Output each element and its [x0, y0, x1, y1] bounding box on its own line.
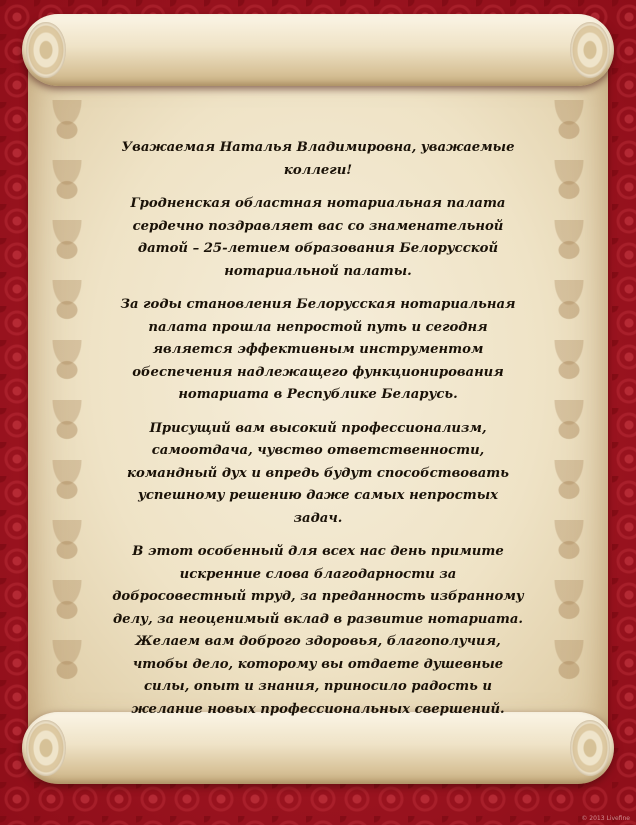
letter-body [112, 137, 524, 732]
letter-paragraph: За годы становления Белорусская нотариальная палата прошла непростой путь и сегодня является эффективным инструментом обеспечения надлежащего функционирования нотариата в Республике Беларусь. [120, 297, 516, 402]
scroll-top-roll [22, 14, 614, 86]
letter-greeting: Уважаемая Наталья Владимировна, уважаемые коллеги! [121, 140, 515, 178]
letter-paragraph: В этот особенный для всех нас день примите искренние слова благодарности за добросовестный труд, за преданность избранному делу, за неоценимый вклад в развитие нотариата. Желаем вам доброго здоровья, благополучия, чтобы дело, которому вы отдаете душевные силы, опыт и знания, приносило радость и желание новых профессиональных свершений. [112, 544, 524, 717]
scroll-roll-end [26, 22, 66, 78]
scroll-roll-end [26, 720, 66, 776]
letter-paragraph: Присущий вам высокий профессионализм, самоотдача, чувство ответственности, командный дух и впредь будут способствовать успешному решению даже самых непростых задач. [127, 420, 509, 526]
scroll-roll-end [570, 720, 610, 776]
letter-paragraph: Гродненская областная нотариальная палата сердечно поздравляет вас со знаменательной датой – 25-летием образования Белорусской нотариальной палаты. [130, 196, 506, 279]
scroll-roll-end [570, 22, 610, 78]
copyright-note: © 2013 Livefine [581, 815, 630, 822]
